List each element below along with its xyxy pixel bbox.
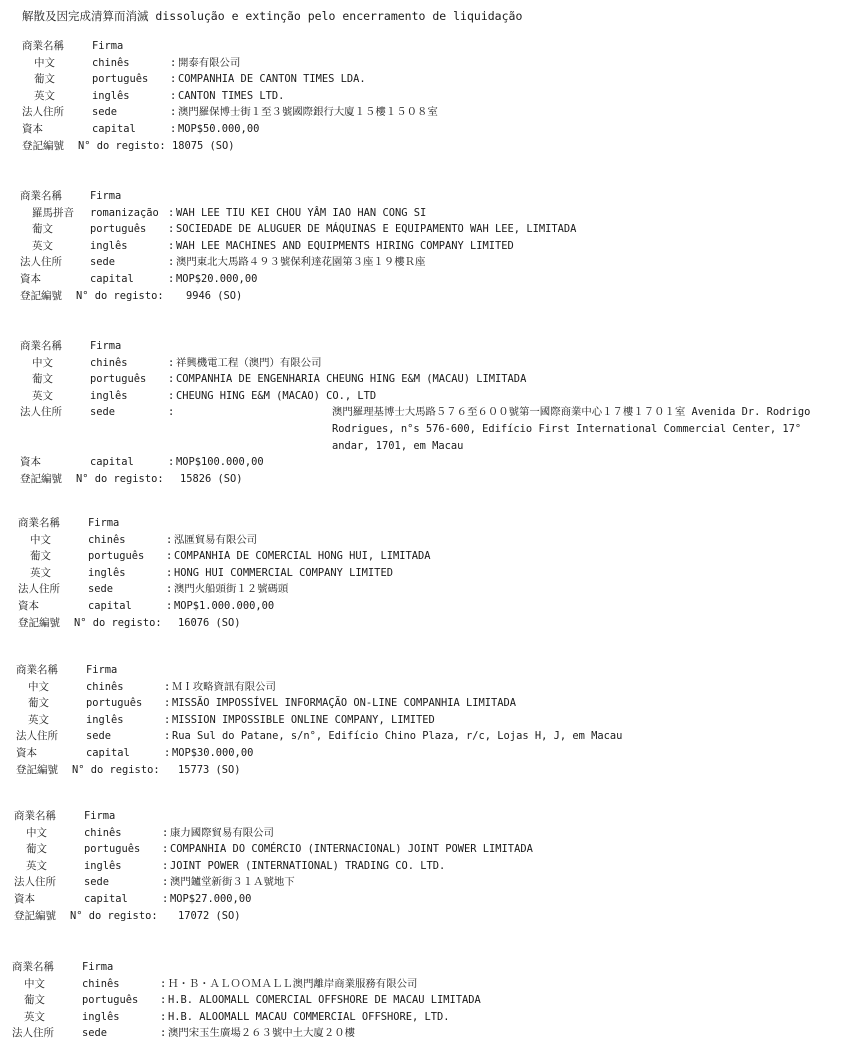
sede-label-pt: sede (84, 876, 110, 889)
colon: : (170, 73, 177, 86)
portugues-label-pt: português (86, 697, 143, 710)
firma-label-cjk: 商業名稱 (12, 961, 54, 973)
colon: : (166, 599, 173, 612)
registo-value: 15826 (SO) (180, 472, 243, 485)
chines-label-pt: chinês (82, 977, 120, 990)
sede-row (20, 404, 811, 454)
colon: : (168, 406, 175, 419)
capital-label-pt: capital (92, 122, 136, 135)
portugues-label-cjk: 葡文 (28, 697, 49, 710)
portugues-label-pt: português (90, 373, 147, 386)
registo-value: 17072 (SO) (178, 909, 241, 922)
colon: : (164, 680, 171, 693)
registo-value: 15773 (SO) (178, 763, 241, 776)
colon: : (162, 876, 169, 889)
sede-label-pt: sede (90, 406, 116, 419)
ingles-label-pt: inglês (84, 859, 122, 872)
ingles-label-pt: inglês (88, 566, 126, 579)
registo-value: 16076 (SO) (178, 616, 241, 629)
portugues-label-pt: português (84, 843, 141, 856)
registo-label-cjk: 登記編號 (20, 289, 62, 302)
ingles-value: H.B. ALOOMALL MACAU COMMERCIAL OFFSHORE, LTD. (168, 1010, 450, 1023)
firma-label-cjk: 商業名稱 (18, 517, 60, 529)
colon: : (162, 843, 169, 856)
colon: : (164, 746, 171, 759)
portugues-label-cjk: 葡文 (34, 73, 55, 86)
sede-value: 澳門東北大馬路４９３號保利達花園第３座１９樓Ｒ座 (176, 256, 426, 269)
sede-value: 澳門宋玉生廣場２６３號中土大廈２０樓 (168, 1027, 356, 1040)
capital-label-pt: capital (88, 599, 132, 612)
portugues-label-cjk: 葡文 (26, 843, 47, 856)
portugues-label-cjk: 葡文 (32, 223, 53, 236)
portugues-label-cjk: 葡文 (24, 994, 45, 1007)
sede-label-cjk: 法人住所 (20, 256, 62, 269)
colon: : (166, 583, 173, 596)
capital-row (20, 454, 686, 471)
capital-value: MOP$27.000,00 (170, 892, 252, 905)
firma-label-cjk: 商業名稱 (14, 810, 56, 822)
ingles-label-cjk: 英文 (26, 859, 47, 872)
registo-label-pt: N° do registo: (72, 763, 160, 776)
registo-label-cjk: 登記編號 (20, 472, 62, 485)
portugues-value: COMPANHIA DE CANTON TIMES LDA. (178, 73, 366, 86)
capital-label-pt: capital (84, 892, 128, 905)
firma-label-pt: Firma (88, 517, 120, 529)
chines-value: 開泰有限公司 (178, 56, 241, 69)
ingles-label-pt: inglês (90, 389, 128, 402)
colon: : (168, 356, 175, 369)
registo-label-pt: N° do registo: (70, 909, 158, 922)
portugues-label-cjk: 葡文 (30, 550, 51, 563)
capital-value: MOP$1.000.000,00 (174, 599, 275, 612)
colon: : (168, 206, 175, 219)
ingles-label-cjk: 英文 (30, 566, 51, 579)
chines-label-cjk: 中文 (30, 533, 51, 546)
ingles-label-pt: inglês (90, 239, 128, 252)
capital-value: MOP$20.000,00 (176, 272, 258, 285)
chines-value: 康力國際貿易有限公司 (170, 826, 274, 839)
colon: : (168, 456, 175, 469)
colon: : (160, 994, 167, 1007)
sede-label-cjk: 法人住所 (12, 1027, 54, 1040)
registo-label-cjk: 登記編號 (14, 909, 56, 922)
firma-label-pt: Firma (90, 340, 122, 352)
colon: : (166, 550, 173, 563)
ingles-row (20, 388, 686, 405)
firma-label-cjk: 商業名稱 (22, 40, 64, 52)
colon: : (170, 56, 177, 69)
chines-value: Ｈ・Ｂ・ＡＬＯＯＭＡＬＬ澳門離岸商業服務有限公司 (168, 977, 418, 990)
portugues-label-pt: português (82, 994, 139, 1007)
registo-value: 9946 (SO) (186, 289, 243, 302)
sede-label-pt: sede (90, 256, 116, 269)
ingles-label-pt: inglês (82, 1010, 120, 1023)
colon: : (160, 1010, 167, 1023)
sede-value: Rua Sul do Patane, s/n°, Edifício Chino Plaza, r/c, Lojas H, J, em Macau (172, 730, 623, 743)
sede-label-cjk: 法人住所 (18, 583, 60, 596)
firma-row (20, 338, 686, 355)
chines-value: 泓匯貿易有限公司 (174, 533, 258, 546)
capital-label-cjk: 資本 (18, 599, 39, 612)
capital-value: MOP$50.000,00 (178, 122, 260, 135)
chines-label-cjk: 中文 (24, 977, 45, 990)
capital-label-pt: capital (90, 272, 134, 285)
firma-label-cjk: 商業名稱 (20, 340, 62, 352)
ingles-label-cjk: 英文 (34, 89, 55, 102)
chines-label-pt: chinês (90, 356, 128, 369)
sede-label-pt: sede (92, 106, 118, 119)
ingles-value: MISSION IMPOSSIBLE ONLINE COMPANY, LIMITED (172, 713, 435, 726)
portugues-value: COMPANHIA DE ENGENHARIA CHEUNG HING E&M (MACAU) LIMITADA (176, 373, 527, 386)
capital-label-pt: capital (90, 456, 134, 469)
portugues-value: MISSÃO IMPOSSÍVEL INFORMAÇÃO ON-LINE COMPANHIA LIMITADA (172, 697, 517, 710)
colon: : (160, 1027, 167, 1040)
chines-label-cjk: 中文 (28, 680, 49, 693)
portugues-label-cjk: 葡文 (32, 373, 53, 386)
ingles-label-cjk: 英文 (28, 713, 49, 726)
registo-label-pt: N° do registo: (76, 472, 164, 485)
chines-value: 祥興機電工程（澳門）有限公司 (176, 356, 322, 369)
registo-label-pt: N° do registo: (78, 139, 166, 152)
registo-label-pt: N° do registo: (74, 616, 162, 629)
colon: : (168, 373, 175, 386)
romanizacao-label-cjk: 羅馬拼音 (32, 206, 74, 219)
sede-label-cjk: 法人住所 (22, 106, 64, 119)
chines-label-cjk: 中文 (34, 56, 55, 69)
registo-label-cjk: 登記編號 (16, 763, 58, 776)
chines-label-pt: chinês (84, 826, 122, 839)
sede-label-cjk: 法人住所 (20, 406, 62, 419)
sede-value: 澳門鑪堂新街３１Ａ號地下 (170, 876, 295, 889)
ingles-value: JOINT POWER (INTERNATIONAL) TRADING CO. LTD. (170, 859, 446, 872)
ingles-value: WAH LEE MACHINES AND EQUIPMENTS HIRING COMPANY LIMITED (176, 239, 514, 252)
colon: : (164, 730, 171, 743)
colon: : (166, 566, 173, 579)
colon: : (170, 89, 177, 102)
colon: : (170, 106, 177, 119)
chines-row (20, 355, 686, 372)
firma-label-cjk: 商業名稱 (16, 664, 58, 676)
sede-value: 澳門火船頭街１２號碼頭 (174, 583, 289, 596)
colon: : (164, 697, 171, 710)
capital-label-cjk: 資本 (20, 272, 41, 285)
colon: : (170, 122, 177, 135)
colon: : (168, 223, 175, 236)
ingles-label-cjk: 英文 (32, 389, 53, 402)
portugues-value: COMPANHIA DO COMÉRCIO (INTERNACIONAL) JOINT POWER LIMITADA (170, 843, 533, 856)
entry-3 (20, 338, 811, 487)
firma-label-pt: Firma (92, 40, 124, 52)
capital-label-cjk: 資本 (14, 892, 35, 905)
sede-label-cjk: 法人住所 (14, 876, 56, 889)
registo-label-pt: N° do registo: (76, 289, 164, 302)
sede-label-pt: sede (82, 1027, 108, 1040)
portugues-row (20, 371, 686, 388)
firma-label-pt: Firma (84, 810, 116, 822)
colon: : (164, 713, 171, 726)
capital-value: MOP$100.000,00 (176, 456, 264, 469)
firma-label-cjk: 商業名稱 (20, 190, 62, 202)
capital-label-cjk: 資本 (16, 746, 37, 759)
colon: : (168, 272, 175, 285)
registo-label-cjk: 登記編號 (22, 139, 64, 152)
portugues-value: COMPANHIA DE COMERCIAL HONG HUI, LIMITADA (174, 550, 431, 563)
chines-label-cjk: 中文 (26, 826, 47, 839)
chines-label-pt: chinês (88, 533, 126, 546)
portugues-value: SOCIEDADE DE ALUGUER DE MÁQUINAS E EQUIPAMENTO WAH LEE, LIMITADA (176, 223, 577, 236)
registo-value: 18075 (SO) (172, 139, 235, 152)
ingles-value: CHEUNG HING E&M (MACAO) CO., LTD (176, 389, 377, 402)
capital-label-cjk: 資本 (20, 456, 41, 469)
colon: : (162, 892, 169, 905)
colon: : (162, 826, 169, 839)
sede-label-cjk: 法人住所 (16, 730, 58, 743)
sede-label-pt: sede (88, 583, 114, 596)
ingles-value: CANTON TIMES LTD. (178, 89, 285, 102)
portugues-label-pt: português (92, 73, 149, 86)
firma-label-pt: Firma (90, 190, 122, 202)
chines-label-pt: chinês (86, 680, 124, 693)
registo-row (20, 471, 686, 488)
firma-label-pt: Firma (86, 664, 118, 676)
colon: : (162, 859, 169, 872)
colon: : (168, 256, 175, 269)
registo-label-cjk: 登記編號 (18, 616, 60, 629)
colon: : (160, 977, 167, 990)
capital-value: MOP$30.000,00 (172, 746, 254, 759)
ingles-label-pt: inglês (86, 713, 124, 726)
romanizacao-value: WAH LEE TIU KEI CHOU YÂM IAO HAN CONG SI (176, 206, 427, 219)
portugues-label-pt: português (90, 223, 147, 236)
capital-label-cjk: 資本 (22, 122, 43, 135)
ingles-value: HONG HUI COMMERCIAL COMPANY LIMITED (174, 566, 393, 579)
capital-label-pt: capital (86, 746, 130, 759)
colon: : (168, 389, 175, 402)
portugues-value: H.B. ALOOMALL COMERCIAL OFFSHORE DE MACAU LIMITADA (168, 994, 481, 1007)
sede-value: 澳門羅理基博士大馬路５７６至６００號第一國際商業中心１７樓１７０１室 Avenida Dr. Rodrigo Rodrigues, n°s 576-600, Edifício First International Commercial Center, 17° andar, 1701, em Macau (332, 406, 811, 452)
ingles-label-cjk: 英文 (24, 1010, 45, 1023)
colon: : (168, 239, 175, 252)
colon: : (166, 533, 173, 546)
page-title: 解散及因完成清算而消滅 dissolução e extinção pelo encerramento de liquidação (22, 9, 523, 23)
firma-label-pt: Firma (82, 961, 114, 973)
romanizacao-label-pt: romanização (90, 206, 159, 219)
ingles-label-pt: inglês (92, 89, 130, 102)
portugues-label-pt: português (88, 550, 145, 563)
sede-value: 澳門羅保博士街１至３號國際銀行大廈１５樓１５０８室 (178, 106, 438, 119)
sede-label-pt: sede (86, 730, 112, 743)
chines-label-pt: chinês (92, 56, 130, 69)
chines-label-cjk: 中文 (32, 356, 53, 369)
ingles-label-cjk: 英文 (32, 239, 53, 252)
chines-value: ＭＩ攻略資訊有限公司 (172, 680, 276, 693)
